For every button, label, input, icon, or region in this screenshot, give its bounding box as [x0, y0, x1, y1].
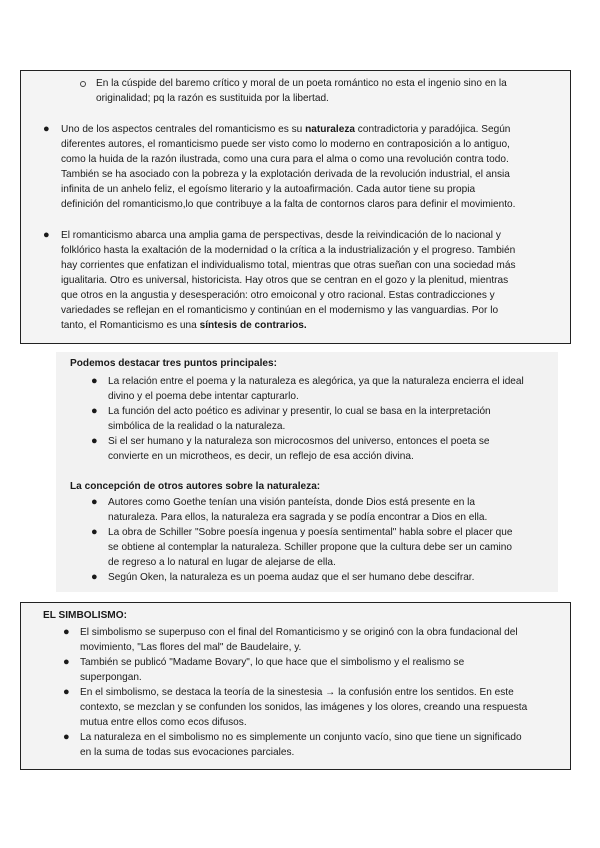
bullet-icon: ● [91, 496, 98, 508]
section-heading: Podemos destacar tres puntos principales: [70, 358, 277, 369]
text-fragment: Uno de los aspectos centrales del romanticismo es su [61, 124, 306, 135]
paragraph-line [61, 184, 563, 196]
list-item-line: naturaleza. Para ellos, la naturaleza era sagrada y se podía encontrar a Dios en ella. [108, 512, 488, 523]
paragraph-line: El romanticismo abarca una amplia gama de perspectivas, desde la reivindicación de lo nacional y [61, 230, 501, 241]
list-item-line: Autores como Goethe tenían una visión panteísta, donde Dios está presente en la [108, 497, 475, 508]
bullet-icon: ● [91, 375, 98, 387]
bullet-icon: ● [43, 123, 50, 135]
paragraph-line: folklórico hasta la exaltación de la modernidad o la crítica a la industrialización y el progreso. También [61, 245, 516, 256]
list-item-line: La obra de Schiller "Sobre poesía ingenua y poesía sentimental" habla sobre el placer que [108, 527, 513, 538]
paragraph-line: igualitaria. Otro es universal, historicista. Hay otros que se centran en el gozo y la plenitud, mientras [61, 275, 509, 286]
bold-term: síntesis de contrarios. [199, 320, 307, 331]
sub-bullet-circle-icon [80, 81, 86, 87]
list-item-line: Si el ser humano y la naturaleza son microcosmos del universo, entonces el poeta se [108, 436, 490, 447]
text-line: como la huida de la razón ilustrada, como una cura para el alma o como una revolución contra todo. [61, 154, 509, 165]
bullet-icon: ● [91, 526, 98, 538]
list-item-line: El simbolismo se superpuso con el final del Romanticismo y se originó con la obra fundacional del [80, 627, 518, 638]
text-fragment: tanto, el Romanticismo es una [61, 320, 200, 331]
paragraph-line: definición del romanticismo,lo que contribuye a la falta de contornos claros para definir el movimiento. [61, 199, 516, 210]
list-item-line: simbólica de la realidad o la naturaleza. [108, 421, 286, 432]
paragraph-line [61, 154, 563, 166]
list-item-line: También se publicó "Madame Bovary", lo que hace que el simbolismo y el realismo se [80, 657, 465, 668]
bullet-icon: ● [63, 686, 70, 698]
text-line: También se ha asociado con la pobreza y la explotación derivada de la revolución industrial, el ansia [61, 169, 510, 180]
section-heading: La concepción de otros autores sobre la naturaleza: [70, 481, 321, 492]
sub-point-line [96, 78, 564, 90]
paragraph-line [61, 320, 307, 332]
list-item-line: La función del acto poético es adivinar y presentir, lo cual se basa en la interpretación [108, 406, 491, 417]
text-line: infinita de un anhelo feliz, el egoísmo literario y la autoafirmación. Cada autor tiene su propia [61, 184, 476, 195]
list-item-line: divino y el poema debe intentar capturarlo. [108, 391, 299, 402]
list-item-line: en la suma de todas sus evocaciones parciales. [80, 747, 295, 758]
list-item-line: contexto, se mezclan y se confunden los sonidos, las imágenes y los olores, creando una respuesta [80, 702, 528, 713]
paragraph-line [61, 169, 563, 181]
list-item-line: convierte en un microtheos, es decir, un reflejo de esa acción divina. [108, 451, 414, 462]
paragraph-line [61, 124, 563, 136]
list-item-line: La relación entre el poema y la naturaleza es alegórica, ya que la naturaleza encierra el ideal [108, 376, 524, 387]
bullet-icon: ● [63, 626, 70, 638]
list-item-line: se obtiene al contemplar la naturaleza. Schiller propone que la cultura debe ser un camino [108, 542, 512, 553]
paragraph-line: hay corrientes que enfatizan el individualismo total, mientras que otras sueñan con una sociedad más [61, 260, 516, 271]
bullet-icon: ● [43, 229, 50, 241]
bullet-icon: ● [91, 435, 98, 447]
list-item-line: de regreso a lo natural en lugar de alejarse de ella. [108, 557, 336, 568]
bullet-icon: ● [91, 571, 98, 583]
paragraph-line: variedades se reflejan en el romanticismo y continúan en el modernismo y las vanguardias. Por lo [61, 305, 499, 316]
list-item-line: mutua entre ellos como ecos difusos. [80, 717, 247, 728]
paragraph-line [61, 139, 563, 151]
bullet-icon: ● [63, 731, 70, 743]
list-item-line: movimiento, "Las flores del mal" de Baudelaire, y. [80, 642, 302, 653]
text-line: En la cúspide del baremo crítico y moral de un poeta romántico no esta el ingenio sino en la [96, 78, 507, 89]
sub-point-line: originalidad; pq la razón es sustituida por la libertad. [96, 93, 329, 104]
bullet-icon: ● [91, 405, 98, 417]
principal-points-panel [56, 352, 558, 592]
bold-term: naturaleza [305, 124, 355, 135]
list-item-line: En el simbolismo, se destaca la teoría de la sinestesia → la confusión entre los sentidos. En este [80, 687, 514, 698]
text-line: diferentes autores, el romanticismo puede ser visto como lo moderno en contraposición a lo antiguo, [61, 139, 510, 150]
paragraph-line: que otros en la angustia y desesperación: otro emoiconal y otro racional. Estas contradicciones y [61, 290, 495, 301]
list-item-line: La naturaleza en el simbolismo no es simplemente un conjunto vacío, sino que tiene un significado [80, 732, 522, 743]
section-title: EL SIMBOLISMO: [43, 610, 127, 621]
list-item-line: Según Oken, la naturaleza es un poema audaz que el ser humano debe descifrar. [108, 572, 475, 583]
list-item-line: superpongan. [80, 672, 142, 683]
bullet-icon: ● [63, 656, 70, 668]
text-fragment: contradictoria y paradójica. Según [355, 124, 511, 135]
